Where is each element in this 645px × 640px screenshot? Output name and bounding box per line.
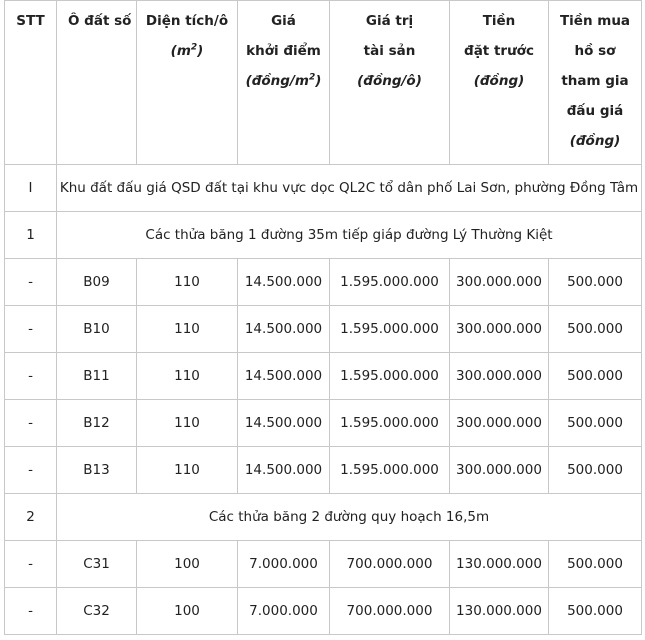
cell-price: 14.500.000: [238, 353, 330, 400]
cell-value: 1.595.000.000: [330, 447, 450, 494]
section-title: Khu đất đấu giá QSD đất tại khu vực dọc QL2C tổ dân phố Lai Sơn, phường Đồng Tâm: [57, 165, 642, 212]
cell-value: 1.595.000.000: [330, 353, 450, 400]
cell-stt: -: [5, 588, 57, 635]
cell-fee: 500.000: [549, 259, 642, 306]
group-row: [5, 212, 642, 259]
cell-plot: B09: [57, 259, 137, 306]
table-row: [5, 259, 642, 306]
header-starting-price-unit: $(đồng/m^2)$: [245, 72, 322, 89]
cell-plot: B10: [57, 306, 137, 353]
header-dossier-fee: Tiền mua hồ sơ tham gia đấu giá (đồng): [549, 1, 642, 165]
section-stt: I: [5, 165, 57, 212]
cell-price: 14.500.000: [238, 400, 330, 447]
cell-price: 14.500.000: [238, 306, 330, 353]
cell-deposit: 300.000.000: [450, 353, 549, 400]
cell-plot: B11: [57, 353, 137, 400]
cell-fee: 500.000: [549, 353, 642, 400]
group-title: Các thửa băng 1 đường 35m tiếp giáp đường Lý Thường Kiệt: [57, 212, 642, 259]
header-asset-value: Giá trị tài sản (đồng/ô): [330, 1, 450, 165]
cell-deposit: 300.000.000: [450, 259, 549, 306]
section-row: [5, 165, 642, 212]
header-area-unit: $(m^2)$: [170, 42, 204, 59]
cell-fee: 500.000: [549, 541, 642, 588]
cell-value: 700.000.000: [330, 588, 450, 635]
header-row: [5, 1, 642, 165]
cell-area: 100: [137, 541, 238, 588]
cell-stt: -: [5, 400, 57, 447]
cell-plot: B13: [57, 447, 137, 494]
cell-deposit: 300.000.000: [450, 447, 549, 494]
cell-stt: -: [5, 447, 57, 494]
table-row: [5, 588, 642, 635]
table-row: [5, 306, 642, 353]
group-title: Các thửa băng 2 đường quy hoạch 16,5m: [57, 494, 642, 541]
cell-plot: B12: [57, 400, 137, 447]
table-row: [5, 447, 642, 494]
table-row: [5, 353, 642, 400]
table-row: [5, 400, 642, 447]
cell-value: 1.595.000.000: [330, 400, 450, 447]
cell-fee: 500.000: [549, 447, 642, 494]
header-plot-number: Ô đất số: [57, 1, 137, 165]
cell-stt: -: [5, 306, 57, 353]
header-area: Diện tích/ô $(m^2)$: [137, 1, 238, 165]
cell-plot: C32: [57, 588, 137, 635]
cell-fee: 500.000: [549, 400, 642, 447]
cell-fee: 500.000: [549, 306, 642, 353]
cell-price: 14.500.000: [238, 447, 330, 494]
group-stt: 1: [5, 212, 57, 259]
cell-value: 700.000.000: [330, 541, 450, 588]
cell-area: 110: [137, 259, 238, 306]
cell-stt: -: [5, 541, 57, 588]
cell-stt: -: [5, 353, 57, 400]
cell-deposit: 300.000.000: [450, 400, 549, 447]
table-row: [5, 541, 642, 588]
cell-area: 110: [137, 400, 238, 447]
group-stt: 2: [5, 494, 57, 541]
cell-value: 1.595.000.000: [330, 306, 450, 353]
auction-table: [4, 0, 642, 635]
cell-deposit: 130.000.000: [450, 541, 549, 588]
cell-fee: 500.000: [549, 588, 642, 635]
cell-area: 110: [137, 447, 238, 494]
header-stt: STT: [5, 1, 57, 165]
cell-price: 7.000.000: [238, 541, 330, 588]
cell-area: 110: [137, 353, 238, 400]
cell-area: 100: [137, 588, 238, 635]
cell-stt: -: [5, 259, 57, 306]
cell-deposit: 130.000.000: [450, 588, 549, 635]
header-starting-price: Giá khởi điểm $(đồng/m^2)$: [238, 1, 330, 165]
cell-price: 7.000.000: [238, 588, 330, 635]
cell-price: 14.500.000: [238, 259, 330, 306]
cell-area: 110: [137, 306, 238, 353]
cell-value: 1.595.000.000: [330, 259, 450, 306]
header-deposit: Tiền đặt trước (đồng): [450, 1, 549, 165]
group-row: [5, 494, 642, 541]
cell-deposit: 300.000.000: [450, 306, 549, 353]
cell-plot: C31: [57, 541, 137, 588]
